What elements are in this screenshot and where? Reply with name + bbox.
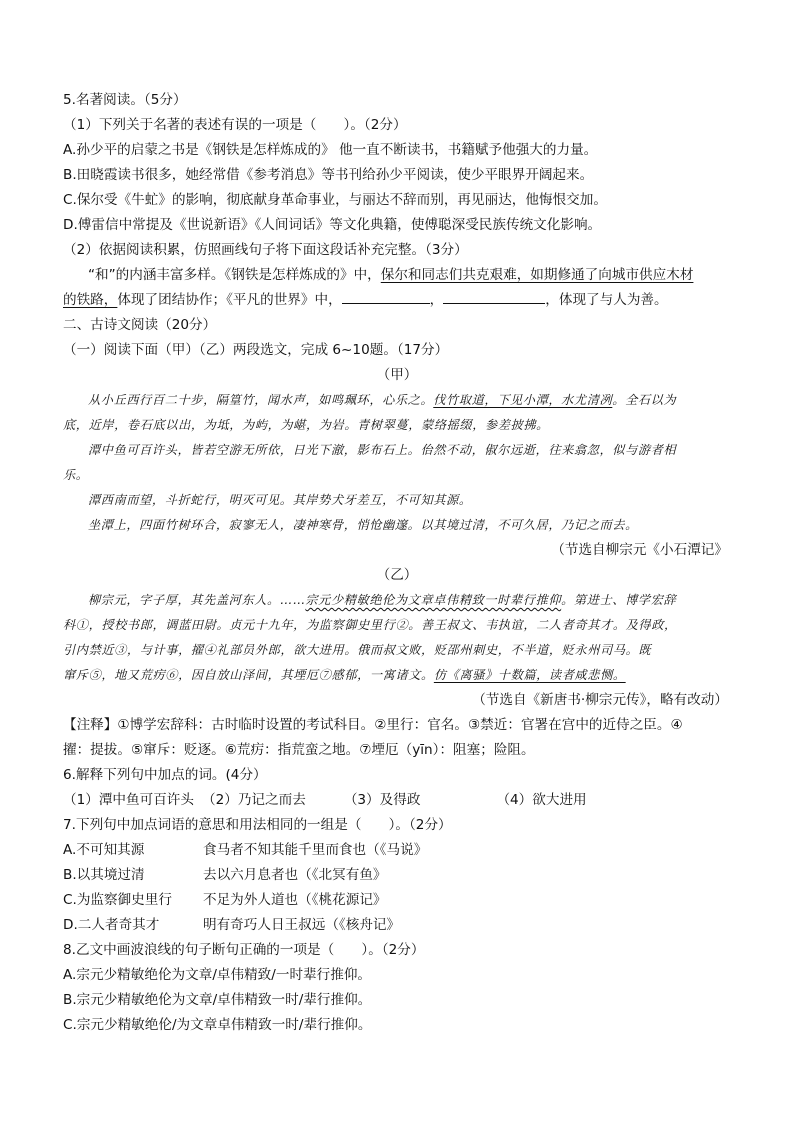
q8-option-b: B.宗元少精敏绝伦为文章/卓伟精致一时/辈行推仰。 [63, 992, 372, 1008]
q6-item-4: （4）欲大进用 [496, 792, 587, 808]
passage-yi-label: （乙） [376, 567, 418, 583]
yi-line-4 [63, 665, 626, 685]
yi-wavy-sentence: 宗元少精敏绝伦为文章卓伟精致一时辈行推仰 [305, 593, 562, 607]
fill-blank-1[interactable] [342, 291, 430, 304]
q5-sub1: （1）下列关于名著的表述有误的一项是（ ）。（2分） [63, 117, 407, 133]
q8-title: 8.乙文中画波浪线的句子断句正确的一项是（ ）。（2分） [63, 942, 425, 958]
q7-b-left: B.以其境过清 [63, 867, 145, 883]
yi-text: 柳宗元，字子厚，其先盖河东人。…… [88, 593, 306, 607]
q5-para-text-b: 体现了团结协作；《平凡的世界》中， [117, 292, 342, 308]
q5-para-text-a: “和”的内涵丰富多样。《钢铁是怎样炼成的》中， [88, 267, 381, 283]
jia-line-2: 底，近岸，卷石底以出，为坻，为屿，为嵁，为岩。青树翠蔓，蒙络摇缀，参差披拂。 [63, 418, 549, 432]
section2-title: 二、古诗文阅读（20分） [63, 317, 217, 333]
q7-title: 7.下列句中加点词语的意思和用法相同的一组是（ ）。（2分） [63, 817, 452, 833]
yi-underlined-sentence: 仿《离骚》十数篇，读者咸悲恻。 [433, 668, 626, 682]
q6-item-3: （3）及得政 [343, 792, 421, 808]
yi-source: （节选自《新唐书·柳宗元传》，略有改动） [472, 692, 728, 708]
yi-text-tail: 。第进士、博学宏辞 [561, 593, 677, 607]
q5-underlined-sentence: 保尔和同志们共克艰难，如期修通了向城市供应木材 [380, 267, 694, 283]
yi-line-3: 引内禁近③，与计事，擢④礼部员外郎，欲大进用。俄而叔文败，贬邵州刺史，不半道，贬永州司马。既 [63, 643, 652, 657]
q7-d-right: 明有奇巧人日王叔远（《核舟记》 [203, 917, 401, 933]
q7-option-c [63, 890, 387, 910]
q5-para-text-c: ， [429, 292, 444, 308]
q7-c-right: 不足为外人道也（《桃花源记》 [203, 892, 387, 908]
yi-line-1 [88, 590, 676, 610]
q7-b-right: 去以六月息者也（《北冥有鱼》 [203, 867, 387, 883]
jia-text-tail: 。全石以为 [612, 393, 677, 407]
q6-item-2: （2）乃记之而去 [202, 792, 306, 808]
notes-line-1: 【注释】①博学宏辞科：古时临时设置的考试科目。②里行：官名。③禁近：官署在宫中的近侍之臣。④ [63, 717, 683, 733]
q6-options [63, 790, 587, 810]
notes-line-2: 擢：提拔。⑤窜斥：贬逐。⑥荒疠：指荒蛮之地。⑦堙厄（yīn）：阻塞；险阻。 [63, 742, 535, 758]
fill-blank-2[interactable] [443, 291, 545, 304]
q8-option-a: A.宗元少精敏绝伦为文章/卓伟精致/一时辈行推仰。 [63, 967, 372, 983]
jia-line-3: 潭中鱼可百许头，皆若空游无所依，日光下澈，影布石上。佁然不动，俶尔远逝，往来翕忽，似与游者相 [88, 443, 677, 457]
q7-d-left: D.二人者奇其才 [63, 917, 160, 933]
q5-paragraph-line2 [63, 290, 668, 310]
q6-item-1: （1）潭中鱼可百许头 [63, 792, 194, 808]
q7-a-left: A.不可知其源 [63, 842, 145, 858]
q5-option-b: B.田晓霞读书很多，她经常借《参考消息》等书刊给孙少平阅读，使少平眼界开阔起来。 [63, 167, 594, 183]
jia-line-6: 坐潭上，四面竹树环合，寂寥无人，凄神寒骨，悄怆幽邃。以其境过清，不可久居，乃记之而去。 [88, 518, 638, 532]
q5-title: 5.名著阅读。（5分） [63, 92, 187, 108]
q5-option-c: C.保尔受《牛虻》的影响，彻底献身革命事业，与丽达不辞而别，再见丽达，他悔恨交加。 [63, 192, 607, 208]
q8-option-c: C.宗元少精敏绝伦/为文章卓伟精致一时/辈行推仰。 [63, 1017, 372, 1033]
q5-paragraph-line1 [88, 265, 693, 285]
q5-option-d: D.傅雷信中常提及《世说新语》《人间词话》等文化典籍，使傅聪深受民族传统文化影响。 [63, 217, 602, 233]
yi-text: 窜斥⑤，地又荒疠⑥，因自放山泽间，其堙厄⑦感郁，一寓诸文。 [63, 668, 434, 682]
jia-source: （节选自柳宗元《小石潭记》 [551, 542, 728, 558]
q5-underlined-sentence-end: 的铁路， [63, 292, 118, 308]
jia-text: 从小丘西行百二十步，隔篁竹，闻水声，如鸣珮环，心乐之。 [88, 393, 434, 407]
yi-line-2: 科①，授校书郎，调蓝田尉。贞元十九年，为监察御史里行②。善王叔文、韦执谊，二人者奇其才。及得政， [63, 618, 677, 632]
q7-option-a [63, 840, 427, 860]
q7-option-b [63, 865, 387, 885]
q7-c-left: C.为监察御史里行 [63, 892, 172, 908]
jia-line-5: 潭西南而望，斗折蛇行，明灭可见。其岸势犬牙差互，不可知其源。 [88, 493, 472, 507]
q5-option-a: A.孙少平的启蒙之书是《钢铁是怎样炼成的》 他一直不断读书，书籍赋予他强大的力量。 [63, 142, 598, 158]
jia-underlined-sentence: 伐竹取道，下见小潭，水尤清冽 [433, 393, 613, 407]
jia-line-4: 乐。 [63, 468, 89, 482]
section2-subtitle: （一）阅读下面（甲）（乙）两段选文，完成 6~10题。（17分） [63, 342, 449, 358]
q5-para-text-d: ，体现了与人为善。 [545, 292, 668, 308]
jia-line-1 [88, 390, 676, 410]
q6-title: 6.解释下列句中加点的词。(4分） [63, 767, 267, 783]
q7-option-d [63, 915, 400, 935]
q5-sub2: （2）依据阅读积累，仿照画线句子将下面这段话补充完整。（3分） [63, 242, 468, 258]
q7-a-right: 食马者不知其能千里而食也（《马说》 [203, 842, 428, 858]
passage-jia-label: （甲） [376, 367, 418, 383]
